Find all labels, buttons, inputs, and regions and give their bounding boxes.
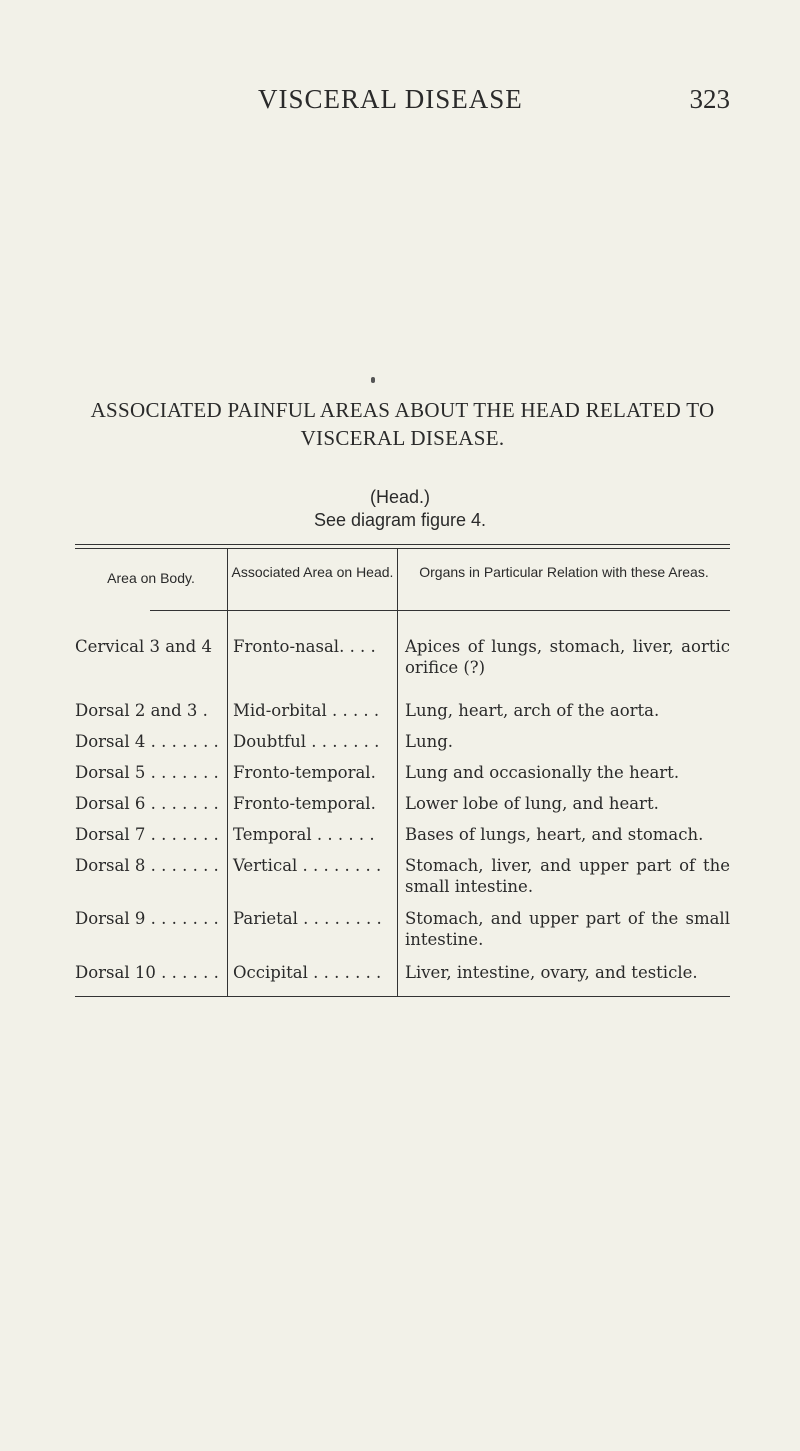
cell-organs: Lung and occasionally the heart. [405, 763, 680, 782]
cell-organs: Stomach, and upper part of the small intestine. [405, 909, 730, 949]
cell-area: Dorsal 7 . . . . . . . [75, 825, 219, 844]
cell-organs: Lung. [405, 732, 454, 751]
cell-area: Dorsal 8 . . . . . . . [75, 856, 219, 875]
cell-organs: Lower lobe of lung, and heart. [405, 794, 659, 813]
cell-area: Dorsal 10 . . . . . . [75, 963, 219, 982]
cell-head: Parietal . . . . . . . . [233, 909, 382, 928]
table-top-rule-inner [75, 548, 730, 549]
cell-head: Doubtful . . . . . . . [233, 732, 380, 751]
column-header-area-on-body: Area on Body. [107, 570, 195, 586]
cell-organs: Apices of lungs, stomach, liver, aortic orifice (?) [405, 637, 730, 677]
running-title: VISCERAL DISEASE [258, 84, 523, 114]
cell-head: Fronto-temporal. [233, 763, 376, 782]
cell-area: Dorsal 9 . . . . . . . [75, 909, 219, 928]
column-header-organs: Organs in Particular Relation with these Areas. [419, 564, 709, 580]
section-subheading: (Head.) [369, 487, 431, 507]
cell-area: Dorsal 4 . . . . . . . [75, 732, 219, 751]
cell-head: Vertical . . . . . . . . [233, 856, 382, 875]
cell-area: Dorsal 6 . . . . . . . [75, 794, 219, 813]
table-top-rule [75, 544, 730, 545]
section-heading: ASSOCIATED PAINFUL AREAS ABOUT THE HEAD RELATED TO VISCERAL DISEASE. [90, 398, 715, 450]
cell-area: Dorsal 5 . . . . . . . [75, 763, 219, 782]
cell-organs: Stomach, liver, and upper part of the small intestine. [405, 856, 730, 896]
cell-organs: Bases of lungs, heart, and stomach. [405, 825, 704, 844]
running-head [0, 84, 800, 120]
referral-table [75, 544, 730, 1004]
page-number: 323 [689, 84, 730, 114]
column-divider [397, 548, 398, 996]
cell-head: Fronto-temporal. [233, 794, 376, 813]
cell-head: Fronto-nasal. . . . [233, 637, 376, 656]
diagram-reference: See diagram figure 4. [313, 510, 487, 530]
cell-organs: Liver, intestine, ovary, and testicle. [405, 963, 698, 982]
cell-area: Dorsal 2 and 3 . [75, 701, 208, 720]
cell-head: Occipital . . . . . . . [233, 963, 382, 982]
cell-head: Temporal . . . . . . [233, 825, 375, 844]
column-divider [227, 548, 228, 996]
cell-organs: Lung, heart, arch of the aorta. [405, 701, 660, 720]
header-rule [150, 610, 730, 611]
table-bottom-rule [75, 996, 730, 997]
column-header-area-on-head: Associated Area on Head. [231, 564, 394, 580]
cell-head: Mid-orbital . . . . . [233, 701, 380, 720]
cell-area: Cervical 3 and 4 [75, 637, 212, 656]
ink-smudge [371, 377, 375, 383]
